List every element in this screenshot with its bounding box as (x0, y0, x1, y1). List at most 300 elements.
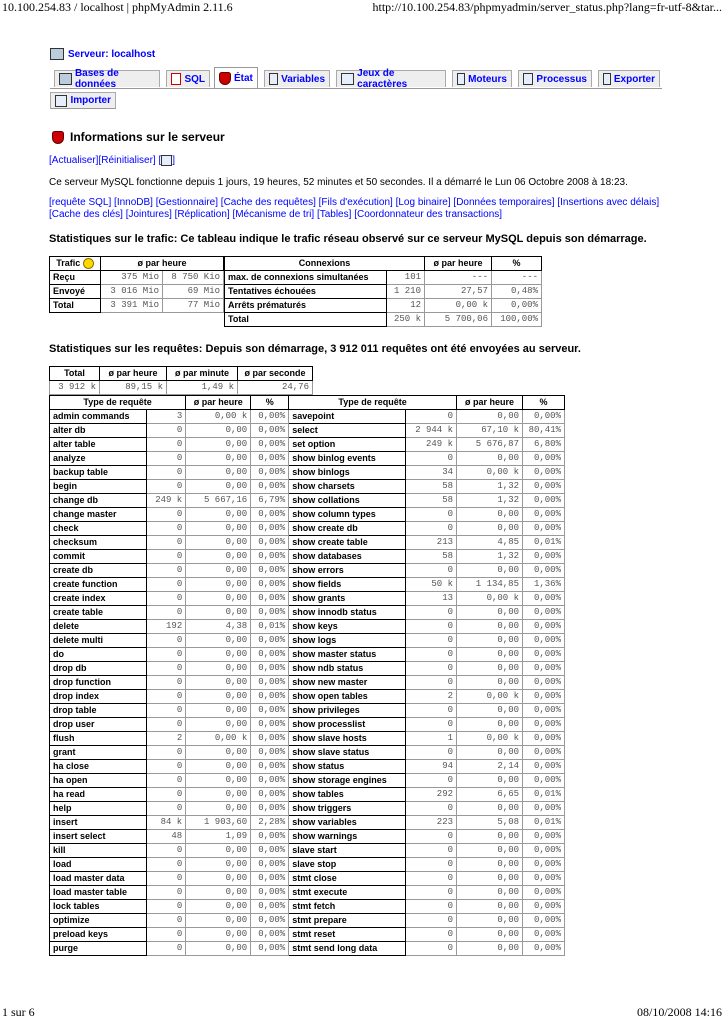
qtype-name: purge (50, 942, 147, 956)
table-row (50, 381, 313, 395)
link-joins[interactable]: [Jointures] (125, 209, 172, 220)
qtype-name: show warnings (289, 830, 405, 844)
qtype-count: 213 (405, 536, 456, 550)
qtype-count: 58 (405, 550, 456, 564)
qtype-count: 1 (405, 732, 456, 746)
qtype-count: 58 (405, 494, 456, 508)
page-title: Informations sur le serveur (52, 130, 225, 144)
qtype-name: admin commands (50, 410, 147, 424)
table-row (50, 634, 565, 648)
qtype-count: 249 k (405, 438, 456, 452)
qtype-percent: 0,00% (251, 480, 289, 494)
qtype-percent: 0,00% (251, 928, 289, 942)
qtype-name: select (289, 424, 405, 438)
qtype-name: delete multi (50, 634, 147, 648)
qtype-percent: 0,00% (523, 732, 565, 746)
connection-per-hour: 27,57 (425, 285, 492, 299)
qtype-percent: 0,00% (523, 704, 565, 718)
qtype-name: show privileges (289, 704, 405, 718)
qtype-per-hour: 1 903,60 (186, 816, 251, 830)
qtype-name: savepoint (289, 410, 405, 424)
qtype-count: 13 (405, 592, 456, 606)
qtype-per-hour: 0,00 (186, 662, 251, 676)
qtype-per-hour: 0,00 (457, 872, 523, 886)
qtype-name: load master table (50, 886, 147, 900)
qtype-count: 84 k (146, 816, 185, 830)
qtype-percent: 0,00% (251, 872, 289, 886)
connections-percent-header: % (492, 257, 542, 271)
qtype-count: 0 (146, 578, 185, 592)
qtype-percent: 0,00% (251, 606, 289, 620)
connection-value: 250 k (387, 313, 425, 327)
qtype-percent: 0,00% (523, 914, 565, 928)
qtype-name: ha close (50, 760, 147, 774)
qtype-percent: 0,00% (523, 760, 565, 774)
qtype-count: 3 (146, 410, 185, 424)
qtype-count: 0 (405, 942, 456, 956)
qtype-count: 0 (146, 900, 185, 914)
totals-header-total: Total (50, 367, 100, 381)
tab-export[interactable]: Exporter (598, 70, 660, 87)
connection-percent: 0,00% (492, 299, 542, 313)
table-row (50, 704, 565, 718)
print-footer-date: 08/10/2008 14:16 (636, 1005, 722, 1019)
table-row (50, 410, 565, 424)
qtype-per-hour: 0,00 (186, 578, 251, 592)
qtype-per-hour: 0,00 (186, 424, 251, 438)
qtype-count: 0 (146, 858, 185, 872)
qtype-per-hour: 1,32 (457, 480, 523, 494)
qtype-name: drop table (50, 704, 147, 718)
qtype-count: 223 (405, 816, 456, 830)
qtype-percent: 80,41% (523, 424, 565, 438)
qtype-name: stmt reset (289, 928, 405, 942)
server-label: Serveur: localhost (68, 48, 156, 60)
qtype-per-hour: 0,00 (457, 606, 523, 620)
qtype-count: 0 (405, 844, 456, 858)
qtype-percent: 0,00% (523, 802, 565, 816)
qtype-percent: 0,00% (251, 564, 289, 578)
qtype-per-hour: 1 134,85 (457, 578, 523, 592)
qtype-percent: 0,00% (251, 452, 289, 466)
table-row (50, 285, 224, 299)
qtype-per-hour: 0,00 (186, 928, 251, 942)
print-footer-page: 1 sur 6 (2, 1005, 35, 1019)
table-row (50, 718, 565, 732)
tab-processes[interactable]: Processus (518, 70, 592, 87)
qtype-count: 0 (146, 522, 185, 536)
qtype-per-hour: 0,00 (457, 508, 523, 522)
totals-header-second: ø par seconde (238, 367, 313, 381)
table-row (50, 746, 565, 760)
qtype-name: show fields (289, 578, 405, 592)
traffic-value: 375 Mio (101, 271, 163, 285)
qtype-name: create db (50, 564, 147, 578)
qtype-name: stmt fetch (289, 900, 405, 914)
qtype-per-hour: 0,00 (186, 522, 251, 536)
qtype-count: 0 (405, 802, 456, 816)
qtype-name: show keys (289, 620, 405, 634)
qtype-count: 2 (405, 690, 456, 704)
qtype-name: backup table (50, 466, 147, 480)
qtype-percent: 0,00% (523, 592, 565, 606)
qtype-percent: 0,00% (251, 592, 289, 606)
qtype-percent: 0,00% (523, 508, 565, 522)
qtype-name: alter table (50, 438, 147, 452)
queries-heading: Statistiques sur les requêtes: Depuis son démarrage, 3 912 011 requêtes ont été envoyées au serveur. (49, 343, 581, 355)
qtype-count: 0 (146, 648, 185, 662)
qtype-per-hour: 0,00 (457, 858, 523, 872)
qtype-per-hour: 0,00 (457, 452, 523, 466)
qtype-per-hour: 0,00 (457, 564, 523, 578)
server-icon (50, 48, 64, 60)
qtype-name: commit (50, 550, 147, 564)
qtype-per-hour: 1,32 (457, 494, 523, 508)
processes-icon (523, 73, 533, 85)
qtype-name: begin (50, 480, 147, 494)
link-binary-log[interactable]: [Log binaire] (395, 197, 451, 208)
qtype-per-hour: 0,00 (457, 718, 523, 732)
qtype-name: stmt close (289, 872, 405, 886)
qtype-per-hour: 0,00 (186, 592, 251, 606)
qtype-percent-header-left: % (251, 396, 289, 410)
qtype-count: 0 (146, 550, 185, 564)
qtype-name: load (50, 858, 147, 872)
table-row (50, 508, 565, 522)
table-row (50, 438, 565, 452)
qtype-count: 0 (146, 774, 185, 788)
qtype-count: 58 (405, 480, 456, 494)
qtype-count: 0 (146, 480, 185, 494)
qtype-name: show slave status (289, 746, 405, 760)
qtype-per-hour: 0,00 (186, 634, 251, 648)
qtype-percent: 0,00% (523, 872, 565, 886)
qtype-per-hour: 0,00 (457, 802, 523, 816)
link-key-cache[interactable]: [Cache des clés] (49, 209, 123, 220)
qtype-per-hour: 0,00 (186, 704, 251, 718)
table-row (50, 858, 565, 872)
qtype-percent: 0,00% (523, 718, 565, 732)
qtype-count: 94 (405, 760, 456, 774)
qtype-count: 0 (146, 690, 185, 704)
connection-label: Total (225, 313, 387, 327)
qtype-count: 0 (405, 648, 456, 662)
traffic-per-hour: 69 Mio (163, 285, 224, 299)
qtype-percent: 0,00% (523, 942, 565, 956)
traffic-label: Reçu (50, 271, 101, 285)
qtype-per-hour: 0,00 (457, 676, 523, 690)
tab-variables[interactable]: Variables (264, 70, 330, 87)
qtype-percent: 0,00% (251, 774, 289, 788)
qtype-count: 2 (146, 732, 185, 746)
qtype-name: drop db (50, 662, 147, 676)
qtype-name: show databases (289, 550, 405, 564)
qtype-per-hour: 0,00 (186, 914, 251, 928)
qtype-percent: 0,00% (523, 522, 565, 536)
print-header (2, 0, 722, 16)
qtype-per-hour: 0,00 (186, 466, 251, 480)
link-sql-query[interactable]: [requête SQL] (49, 197, 112, 208)
qtype-percent: 0,00% (251, 424, 289, 438)
qtype-count: 0 (146, 746, 185, 760)
qtype-count: 0 (146, 704, 185, 718)
qtype-per-hour: 0,00 (457, 410, 523, 424)
qtype-count: 0 (146, 844, 185, 858)
qtype-percent: 0,01% (523, 536, 565, 550)
server-link[interactable] (50, 48, 155, 60)
traffic-heading: Statistiques sur le trafic: Ce tableau indique le trafic réseau observé sur ce serveur MySQL depuis son démarrage. (49, 233, 647, 245)
connection-percent: 0,48% (492, 285, 542, 299)
sql-icon (171, 73, 181, 85)
qtype-per-hour: 1,32 (457, 550, 523, 564)
link-innodb[interactable]: [InnoDB] (114, 197, 153, 208)
qtype-name: show binlogs (289, 466, 405, 480)
qtype-per-hour: 1,09 (186, 830, 251, 844)
tab-charsets[interactable]: Jeux de caractères (336, 70, 446, 87)
qtype-percent-header-right: % (523, 396, 565, 410)
server-info-icon (52, 131, 64, 144)
qtype-name: show processlist (289, 718, 405, 732)
link-sorting[interactable]: [Mécanisme de tri] (232, 209, 315, 220)
qtype-name: show storage engines (289, 774, 405, 788)
table-row (50, 522, 565, 536)
qtype-per-hour: 5 667,16 (186, 494, 251, 508)
qtype-name: show binlog events (289, 452, 405, 466)
tab-status[interactable]: État (214, 67, 258, 88)
qtype-percent: 0,00% (523, 886, 565, 900)
qtype-count: 0 (405, 914, 456, 928)
qtype-percent: 2,28% (251, 816, 289, 830)
tab-engines[interactable]: Moteurs (452, 70, 512, 87)
qtype-percent: 0,00% (523, 494, 565, 508)
qtype-count: 0 (146, 634, 185, 648)
qtype-count: 50 k (405, 578, 456, 592)
link-threads[interactable]: [Fils d'exécution] (318, 197, 393, 208)
link-query-cache[interactable]: [Cache des requêtes] (220, 197, 316, 208)
qtype-per-hour: 0,00 k (186, 732, 251, 746)
qtype-name: change db (50, 494, 147, 508)
qtype-count: 48 (146, 830, 185, 844)
qtype-name: drop user (50, 718, 147, 732)
table-row (50, 928, 565, 942)
qtype-per-hour: 0,00 k (457, 690, 523, 704)
qtype-per-hour: 0,00 (186, 844, 251, 858)
qtype-per-hour: 0,00 (186, 942, 251, 956)
qtype-per-hour: 0,00 (186, 550, 251, 564)
qtype-name: show variables (289, 816, 405, 830)
qtype-name: show slave hosts (289, 732, 405, 746)
qtype-count: 0 (146, 424, 185, 438)
qtype-name: show triggers (289, 802, 405, 816)
table-row (50, 914, 565, 928)
qtype-name: create index (50, 592, 147, 606)
qtype-count: 0 (405, 774, 456, 788)
qtype-per-hour: 0,00 (457, 928, 523, 942)
qtype-name: grant (50, 746, 147, 760)
qtype-percent: 0,00% (251, 634, 289, 648)
table-row (50, 480, 565, 494)
qtype-count: 0 (405, 508, 456, 522)
qtype-count: 0 (405, 886, 456, 900)
qtype-count: 0 (405, 746, 456, 760)
qtype-count: 0 (405, 928, 456, 942)
qtype-percent: 0,00% (523, 844, 565, 858)
qtype-count: 0 (405, 410, 456, 424)
qtype-count: 0 (146, 466, 185, 480)
qtype-count: 0 (405, 718, 456, 732)
qtype-per-hour: 0,00 (186, 480, 251, 494)
qtype-per-hour: 67,10 k (457, 424, 523, 438)
qtype-hour-header-right: ø par heure (457, 396, 523, 410)
link-tables[interactable]: [Tables] (316, 209, 352, 220)
totals-total: 3 912 k (50, 381, 100, 395)
connection-value: 101 (387, 271, 425, 285)
qtype-name: stmt prepare (289, 914, 405, 928)
connection-value: 12 (387, 299, 425, 313)
qtype-count: 192 (146, 620, 185, 634)
qtype-per-hour: 0,00 (186, 872, 251, 886)
qtype-name: show errors (289, 564, 405, 578)
qtype-count: 0 (405, 676, 456, 690)
traffic-per-hour: 8 750 Kio (163, 271, 224, 285)
qtype-count: 0 (146, 872, 185, 886)
qtype-per-hour: 0,00 (186, 536, 251, 550)
qtype-name: show create table (289, 536, 405, 550)
qtype-count: 0 (146, 914, 185, 928)
table-row (225, 285, 542, 299)
qtype-name: ha read (50, 788, 147, 802)
qtype-count: 0 (405, 522, 456, 536)
qtype-per-hour: 4,85 (457, 536, 523, 550)
connection-percent: 100,00% (492, 313, 542, 327)
uptime-text: Ce serveur MySQL fonctionne depuis 1 jours, 19 heures, 52 minutes et 50 secondes. Il a démarré le Lun 06 Octobre 2008 à 18:23. (49, 177, 628, 188)
table-row (50, 299, 224, 313)
qtype-per-hour: 0,00 (186, 760, 251, 774)
qtype-percent: 6,80% (523, 438, 565, 452)
qtype-name: analyze (50, 452, 147, 466)
table-row (50, 550, 565, 564)
table-row (50, 648, 565, 662)
tab-bar (50, 70, 662, 89)
qtype-per-hour: 0,00 (457, 774, 523, 788)
qtype-count: 0 (405, 606, 456, 620)
qtype-percent: 0,01% (523, 816, 565, 830)
reset-link[interactable]: [Réinitialiser] (98, 155, 156, 167)
qtype-percent: 0,00% (523, 928, 565, 942)
qtype-per-hour: 5 676,87 (457, 438, 523, 452)
link-transaction-coordinator[interactable]: [Coordonnateur des transactions] (354, 209, 503, 220)
refresh-link[interactable]: [Actualiser] (49, 155, 99, 167)
qtype-percent: 0,00% (251, 914, 289, 928)
link-replication[interactable]: [Réplication] (174, 209, 230, 220)
qtype-count: 249 k (146, 494, 185, 508)
qtype-percent: 0,00% (251, 718, 289, 732)
qtype-percent: 0,00% (523, 620, 565, 634)
qtype-per-hour: 0,00 (457, 942, 523, 956)
qtype-count: 0 (405, 452, 456, 466)
table-row (50, 662, 565, 676)
table-row (225, 271, 542, 285)
table-row (50, 816, 565, 830)
qtype-name: show collations (289, 494, 405, 508)
qtype-per-hour: 0,00 k (457, 732, 523, 746)
query-types-body (50, 410, 565, 956)
qtype-count: 0 (146, 760, 185, 774)
table-row (50, 466, 565, 480)
table-row (50, 424, 565, 438)
qtype-per-hour: 0,00 (457, 830, 523, 844)
qtype-name: insert (50, 816, 147, 830)
database-icon (59, 73, 72, 85)
section-links (49, 197, 689, 221)
link-temp-data[interactable]: [Données temporaires] (453, 197, 555, 208)
connection-per-hour: 0,00 k (425, 299, 492, 313)
qtype-header-left: Type de requête (50, 396, 186, 410)
link-handler[interactable]: [Gestionnaire] (155, 197, 219, 208)
tab-import[interactable]: Importer (50, 92, 116, 109)
qtype-count: 0 (146, 662, 185, 676)
qtype-per-hour: 5,08 (457, 816, 523, 830)
qtype-per-hour: 0,00 (186, 452, 251, 466)
table-row (50, 592, 565, 606)
qtype-percent: 0,00% (251, 438, 289, 452)
totals-per-minute: 1,49 k (167, 381, 238, 395)
help-icon[interactable] (161, 155, 172, 166)
qtype-count: 0 (405, 564, 456, 578)
qtype-percent: 0,00% (523, 858, 565, 872)
table-row (50, 774, 565, 788)
qtype-per-hour: 0,00 (186, 788, 251, 802)
qtype-count: 0 (146, 592, 185, 606)
qtype-name: show tables (289, 788, 405, 802)
qtype-name: delete (50, 620, 147, 634)
qtype-per-hour: 0,00 k (457, 466, 523, 480)
qtype-percent: 1,36% (523, 578, 565, 592)
qtype-per-hour: 0,00 (186, 718, 251, 732)
qtype-count: 0 (146, 536, 185, 550)
qtype-percent: 0,00% (251, 830, 289, 844)
qtype-per-hour: 0,00 (186, 438, 251, 452)
charset-icon (341, 73, 354, 85)
qtype-name: slave start (289, 844, 405, 858)
link-delayed-inserts[interactable]: [Insertions avec délais] (557, 197, 660, 208)
status-icon (219, 72, 231, 85)
qtype-percent: 6,79% (251, 494, 289, 508)
qtype-percent: 0,00% (523, 564, 565, 578)
qtype-count: 0 (146, 802, 185, 816)
qtype-percent: 0,00% (251, 466, 289, 480)
qtype-percent: 0,00% (523, 900, 565, 914)
qtype-per-hour: 0,00 (186, 648, 251, 662)
qtype-name: show grants (289, 592, 405, 606)
qtype-name: stmt execute (289, 886, 405, 900)
qtype-per-hour: 0,00 (186, 774, 251, 788)
qtype-name: kill (50, 844, 147, 858)
qtype-count: 0 (146, 928, 185, 942)
qtype-per-hour: 0,00 (457, 886, 523, 900)
qtype-count: 0 (146, 606, 185, 620)
qtype-percent: 0,00% (251, 886, 289, 900)
tab-sql[interactable]: SQL (166, 70, 210, 87)
qtype-name: show status (289, 760, 405, 774)
tab-databases[interactable]: Bases de données (54, 70, 160, 87)
qtype-count: 0 (405, 634, 456, 648)
qtype-count: 0 (405, 830, 456, 844)
qtype-percent: 0,00% (251, 746, 289, 760)
traffic-label: Envoyé (50, 285, 101, 299)
qtype-percent: 0,00% (251, 522, 289, 536)
qtype-per-hour: 0,00 (186, 746, 251, 760)
